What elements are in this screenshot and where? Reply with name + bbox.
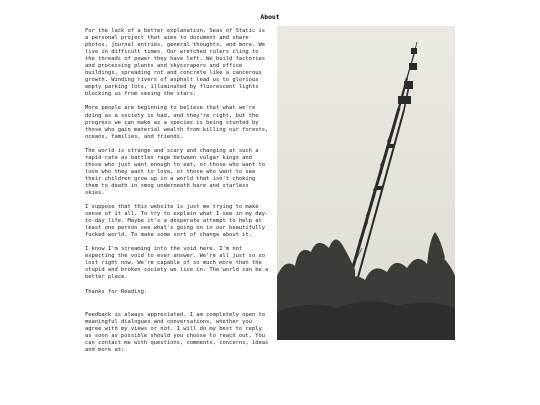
- void-paragraph: I know I'm screaming into the void here. I'm not expecting the void to ever answer. We're all just so so lost right now. We're capable of so much more than the stupid and broken society we live in. The world can be a better place.: [85, 246, 269, 281]
- thanks-paragraph: Thanks for Reading.: [85, 288, 148, 295]
- feedback-paragraph: Feedback is always appreciated. I am completely open to meaningful dialogues and conversations, whether you agree with my views or not. I will do my best to reply as soon as possible should you choose to reach out. You can contact me with questions, comments, concerns, ideas and more at:: [85, 311, 269, 353]
- tower-photo: [277, 26, 455, 340]
- purpose-paragraph: I suppose that this website is just me trying to make sense of it all. To try to explain what I see in my day-to-day life. Maybe it's a desperate attempt to help at least one person see what's going on in our beautifully fucked world. To make some sort of change about it.: [85, 204, 269, 239]
- about-content: [85, 28, 455, 361]
- society-paragraph: More people are beginning to believe that what we're doing as a society is bad, and they're right, but the progress we can make as a species is being stunted by those who gain material wealth from killing our forests, oceans, families, and friends.: [85, 105, 269, 140]
- page-title: About: [260, 13, 280, 21]
- world-paragraph: The world is strange and scary and changing at such a rapid rate as battles rage between vulgar kings and those who just want enough to eat, or those who want to love who they want to love, or those who want to see their children grow up in a world that isn't choking them to death in smog underneath bare and starless skies.: [85, 147, 266, 196]
- intro-paragraph: For the lack of a better explanation, Seas of Static is a personal project that aims to document and share photos, journal entries, general thoughts, and more. We live in difficult times. Our wretched rulers cling to the threads of power they have left. We build factories and processing plants and skyscrapers and office buildings, spreading rot and concrete like a cancerous growth. Winding rivers of asphalt lead us to glorious empty parking lots, illuminated by fluorescent lights blocking us from seeing the stars.: [85, 28, 266, 98]
